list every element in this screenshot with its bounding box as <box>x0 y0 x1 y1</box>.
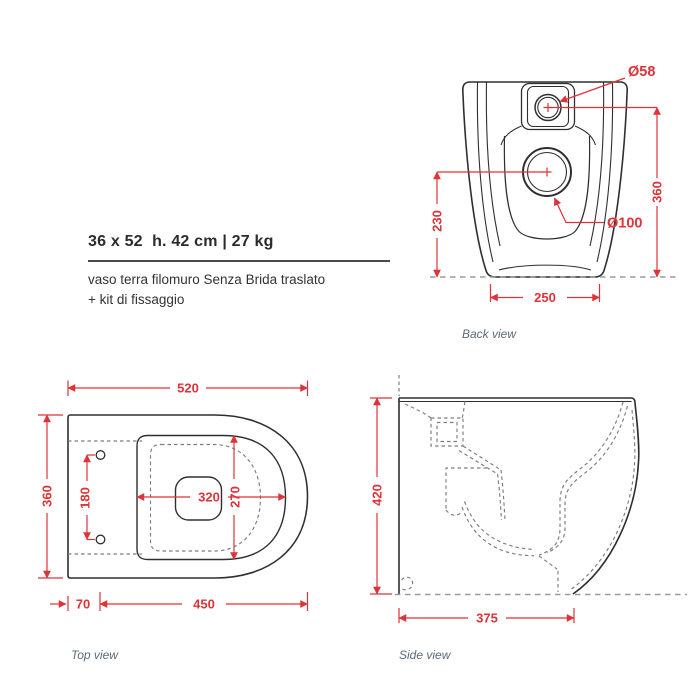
dim-rear-offset: 70 <box>75 596 91 612</box>
dim-inlet-height: 360 <box>649 181 665 203</box>
dim-inlet-diameter: Ø58 <box>628 64 656 80</box>
side-view-dimensions <box>370 398 574 623</box>
title-divider <box>88 260 390 262</box>
side-view-outline <box>399 375 639 594</box>
side-view-hidden-plumbing <box>402 402 628 593</box>
side-view-label: Side view <box>399 648 451 662</box>
dim-bowl-width: 320 <box>198 489 220 505</box>
back-view-label: Back view <box>462 327 517 341</box>
back-view-outline <box>463 82 627 277</box>
top-view-drawing <box>30 375 365 625</box>
dim-front-length: 450 <box>193 596 215 612</box>
dim-height: 420 <box>369 484 385 506</box>
dim-depth: 375 <box>476 610 498 626</box>
product-info-block <box>88 233 400 311</box>
side-view-drawing <box>358 370 693 635</box>
dim-drain-diameter: Ø100 <box>607 215 643 232</box>
top-view-label: Top view <box>71 648 118 662</box>
dim-total-depth: 360 <box>39 485 55 507</box>
product-description-line1: vaso terra filomuro Senza Brida traslato <box>88 272 326 287</box>
dim-base-width: 250 <box>534 290 556 305</box>
dim-total-width: 520 <box>177 380 199 396</box>
fixing-hole-top <box>96 451 105 460</box>
dim-holes-spacing: 180 <box>77 487 93 509</box>
size-title: 36 x 52 h. 42 cm | 27 kg <box>88 233 274 250</box>
dim-drain-height: 230 <box>429 210 445 232</box>
fixing-hole-bottom <box>96 535 105 544</box>
product-description-line2: + kit di fissaggio <box>88 292 185 308</box>
dim-bowl-depth: 270 <box>227 486 243 508</box>
back-view-drawing <box>420 40 690 310</box>
